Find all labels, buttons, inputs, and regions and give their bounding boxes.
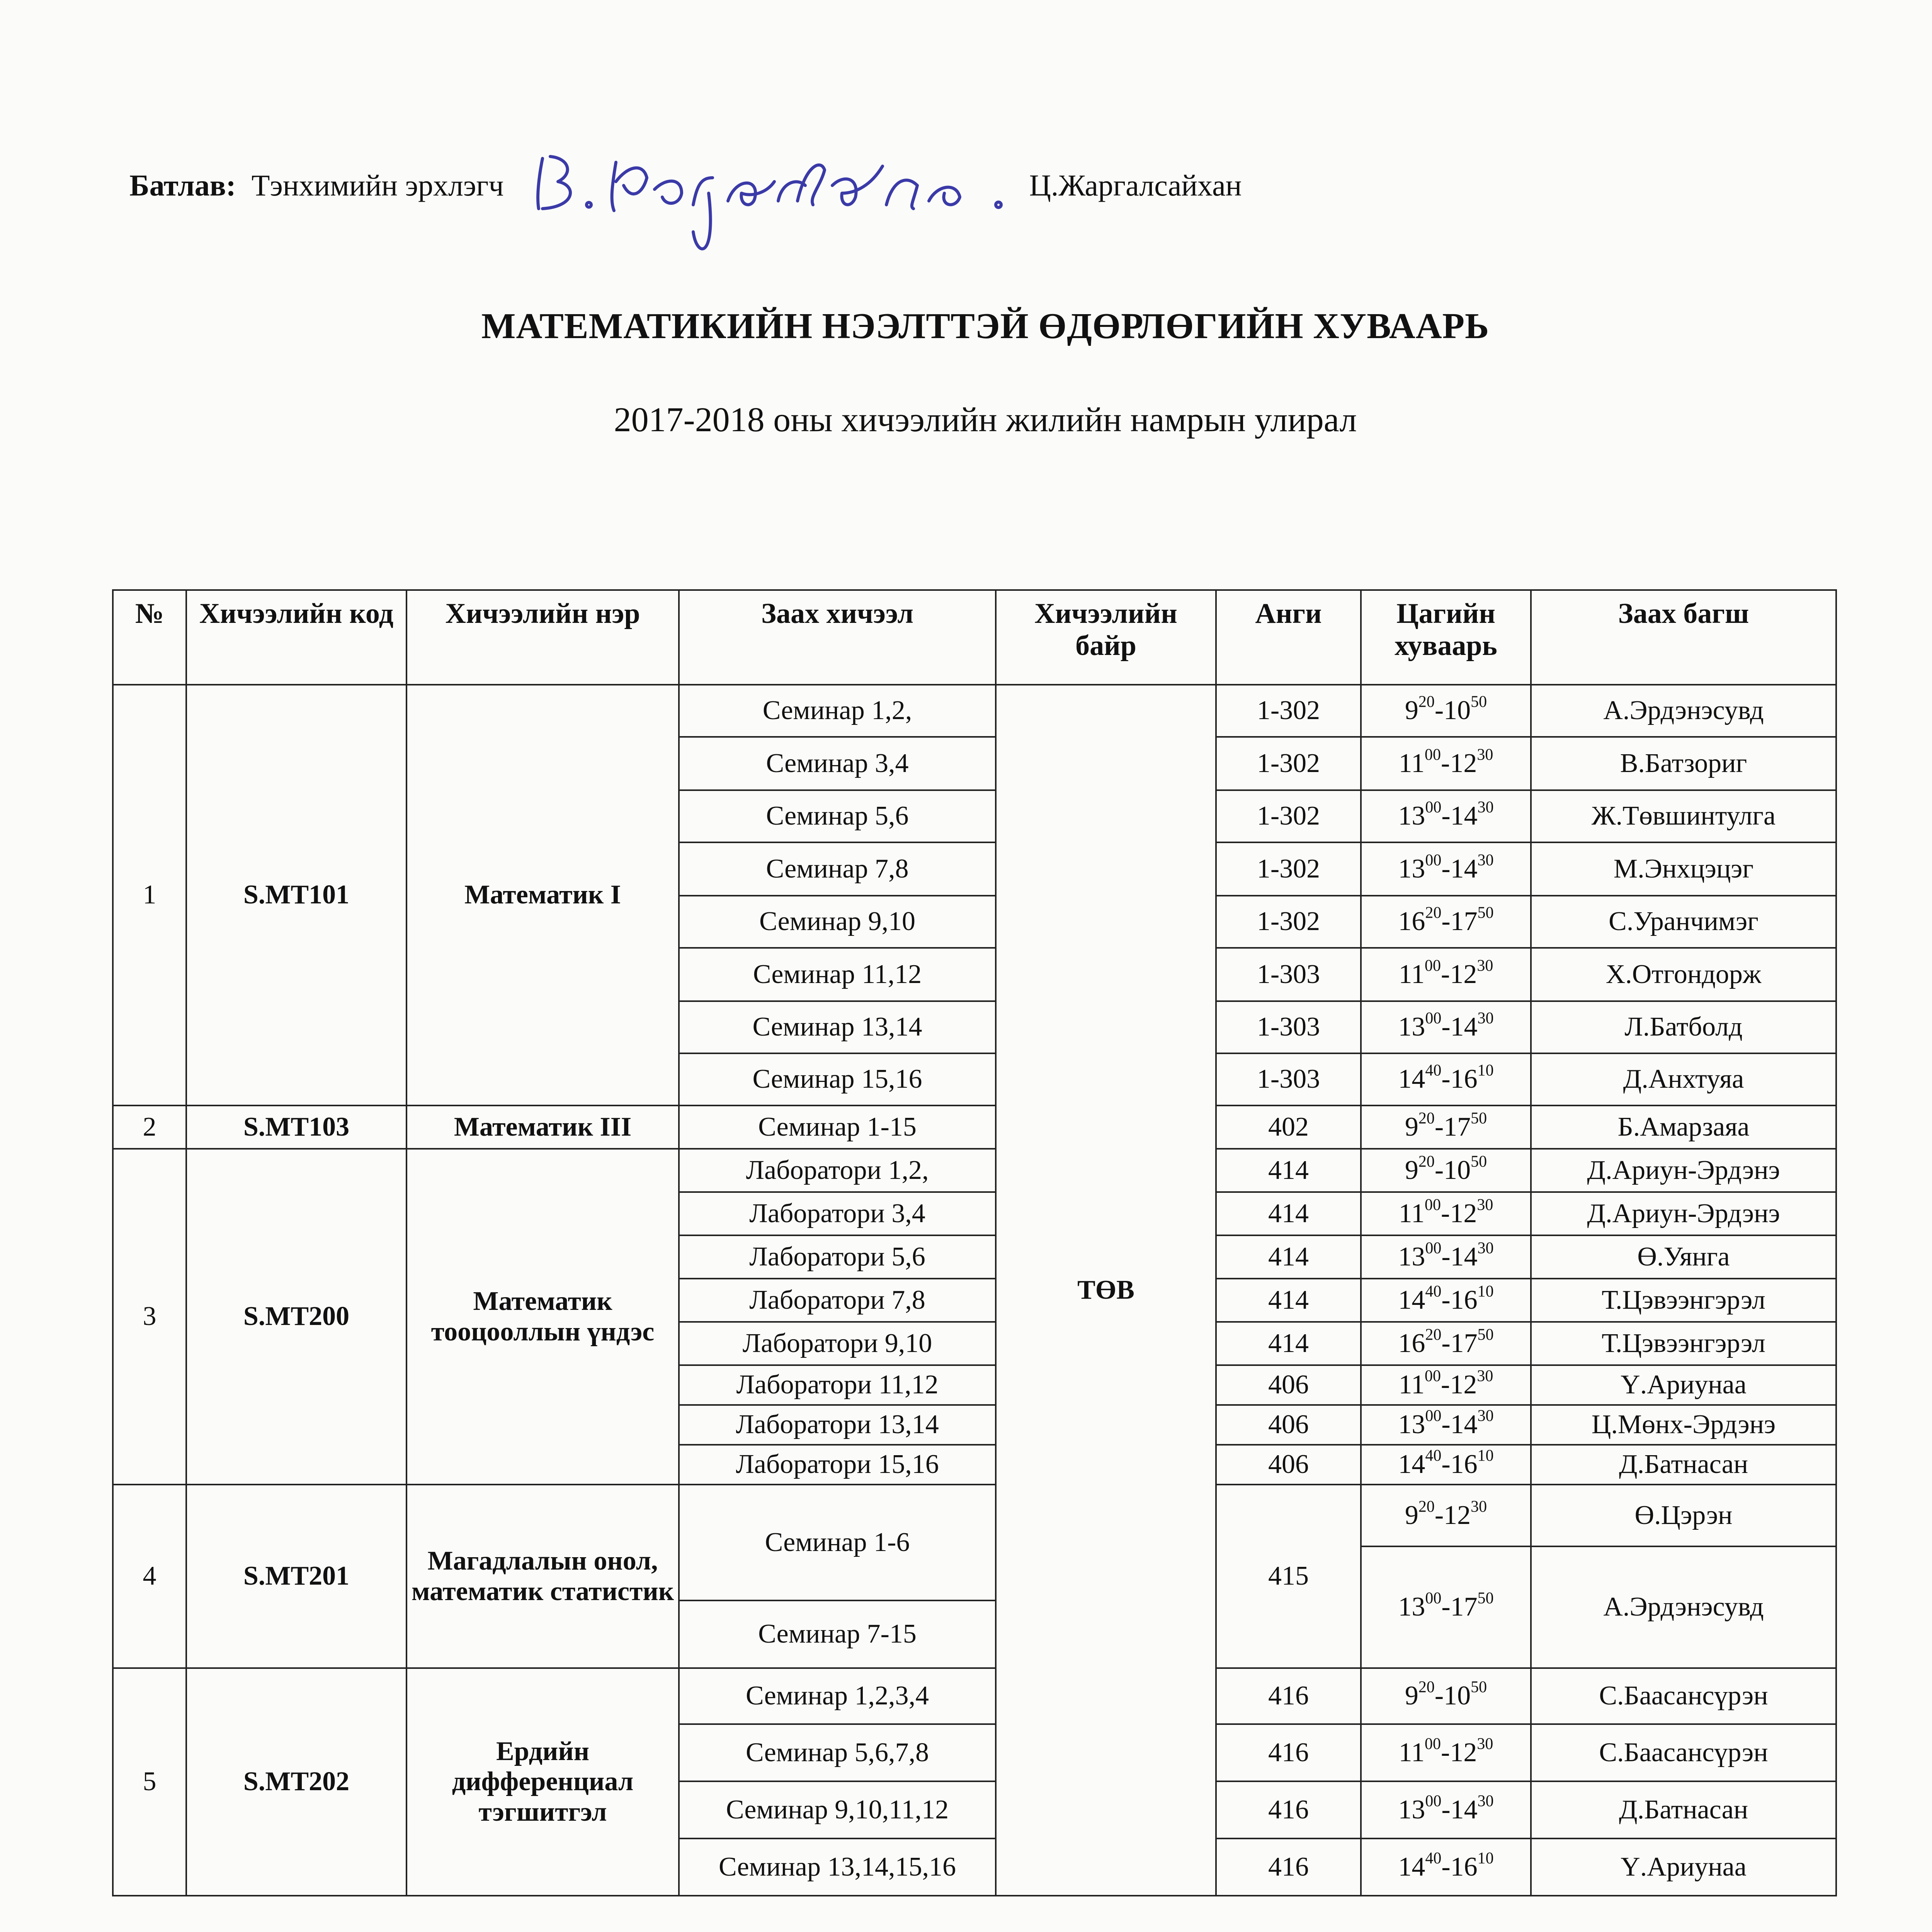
- table-row: [113, 1485, 1836, 1546]
- lesson-type: Семинар 7,8: [679, 842, 996, 896]
- teacher: Ү.Ариунаа: [1531, 1838, 1836, 1896]
- time-end-hour: 12: [1444, 1500, 1471, 1530]
- time-start-hour: 9: [1405, 696, 1418, 726]
- lesson-type: Семинар 1,2,3,4: [679, 1668, 996, 1724]
- time-end-hour: 14: [1450, 1794, 1478, 1825]
- time-end-hour: 16: [1450, 1064, 1478, 1094]
- time-end-min: 50: [1477, 904, 1494, 922]
- time-slot: $13^{00}-14^{30}$: [1361, 790, 1531, 842]
- time-end-min: 10: [1477, 1849, 1494, 1867]
- time-start-hour: 13: [1398, 854, 1425, 884]
- time-start-min: 00: [1425, 1196, 1441, 1214]
- time-start-hour: 9: [1405, 1500, 1418, 1530]
- time-end-hour: 14: [1450, 1242, 1478, 1272]
- time-start-hour: 11: [1398, 1198, 1425, 1228]
- time-end-hour: 12: [1450, 1370, 1477, 1400]
- teacher: Л.Батболд: [1531, 1001, 1836, 1053]
- time-start-hour: 13: [1398, 1592, 1425, 1622]
- course-name: Математик I: [406, 685, 679, 1105]
- approval-line: [129, 128, 1242, 243]
- time-slot: $9^{20}-10^{50}$: [1361, 685, 1531, 737]
- lesson-type: Семинар 9,10,11,12: [679, 1781, 996, 1838]
- time-slot: $13^{00}-14^{30}$: [1361, 842, 1531, 896]
- time-start-min: 00: [1425, 1589, 1442, 1607]
- time-slot: $9^{20}-12^{30}$: [1361, 1485, 1531, 1546]
- course-code: S.MT200: [186, 1149, 406, 1485]
- time-start-min: 00: [1425, 957, 1441, 975]
- teacher: С.Баасансүрэн: [1531, 1668, 1836, 1724]
- header-cell: Заах багш: [1531, 590, 1836, 685]
- room: 1-302: [1216, 842, 1361, 896]
- time-end-min: 50: [1471, 1153, 1487, 1171]
- lesson-type: Семинар 9,10: [679, 896, 996, 948]
- lesson-type: Семинар 13,14: [679, 1001, 996, 1053]
- lesson-type: Лаборатори 7,8: [679, 1279, 996, 1322]
- teacher: Т.Цэвээнгэрэл: [1531, 1322, 1836, 1365]
- lesson-type: Семинар 5,6,7,8: [679, 1724, 996, 1781]
- course-code: S.MT202: [186, 1668, 406, 1896]
- header-cell: Цагийн хуваарь: [1361, 590, 1531, 685]
- teacher: Ө.Уянга: [1531, 1235, 1836, 1279]
- time-start-min: 00: [1425, 1367, 1441, 1385]
- table-row: [113, 1149, 1836, 1192]
- time-start-hour: 14: [1398, 1852, 1425, 1882]
- time-end-min: 30: [1477, 746, 1493, 764]
- teacher: Ц.Мөнх-Эрдэнэ: [1531, 1405, 1836, 1445]
- time-start-hour: 11: [1398, 1737, 1425, 1767]
- time-start-hour: 13: [1398, 1242, 1425, 1272]
- time-end-hour: 17: [1450, 906, 1478, 937]
- time-end-hour: 16: [1450, 1449, 1478, 1480]
- lesson-type: Семинар 7-15: [679, 1600, 996, 1668]
- header-cell: №: [113, 590, 186, 685]
- time-end-min: 30: [1477, 1009, 1494, 1027]
- course-number: 5: [113, 1668, 186, 1896]
- teacher: Б.Амарзаяа: [1531, 1105, 1836, 1149]
- schedule-table: [112, 589, 1837, 1896]
- time-end-min: 50: [1471, 693, 1487, 711]
- course-number: 4: [113, 1485, 186, 1668]
- room: 1-303: [1216, 948, 1361, 1001]
- time-slot: $13^{00}-14^{30}$: [1361, 1235, 1531, 1279]
- time-start-hour: 11: [1398, 748, 1425, 778]
- room: 416: [1216, 1781, 1361, 1838]
- time-start-min: 40: [1425, 1282, 1442, 1301]
- time-slot: $13^{00}-14^{30}$: [1361, 1001, 1531, 1053]
- time-start-min: 20: [1418, 1109, 1435, 1128]
- table-row: [113, 1668, 1836, 1724]
- course-code: S.MT201: [186, 1485, 406, 1668]
- course-name: Математик III: [406, 1105, 679, 1149]
- teacher: С.Уранчимэг: [1531, 896, 1836, 948]
- time-slot: $16^{20}-17^{50}$: [1361, 896, 1531, 948]
- time-start-hour: 16: [1398, 906, 1425, 937]
- room: 416: [1216, 1838, 1361, 1896]
- room: 402: [1216, 1105, 1361, 1149]
- time-end-hour: 14: [1450, 1012, 1478, 1042]
- time-end-hour: 12: [1450, 1198, 1477, 1228]
- time-start-min: 20: [1418, 1153, 1435, 1171]
- time-slot: $13^{00}-17^{50}$: [1361, 1546, 1531, 1668]
- room: 1-302: [1216, 737, 1361, 790]
- room: 406: [1216, 1405, 1361, 1445]
- time-end-hour: 17: [1450, 1592, 1478, 1622]
- teacher: Д.Анхтуяа: [1531, 1053, 1836, 1105]
- time-end-hour: 12: [1450, 959, 1477, 989]
- time-start-hour: 9: [1405, 1155, 1418, 1185]
- time-start-hour: 13: [1398, 1794, 1425, 1825]
- time-end-hour: 12: [1450, 748, 1477, 778]
- time-slot: $14^{40}-16^{10}$: [1361, 1445, 1531, 1485]
- header-cell: Анги: [1216, 590, 1361, 685]
- time-slot: $11^{00}-12^{30}$: [1361, 1724, 1531, 1781]
- time-start-hour: 14: [1398, 1449, 1425, 1480]
- course-code: S.MT101: [186, 685, 406, 1105]
- time-end-min: 30: [1477, 957, 1493, 975]
- document-subtitle: 2017-2018 оны хичээлийн жилийн намрын улирал: [614, 401, 1357, 439]
- lesson-type: Лаборатори 3,4: [679, 1192, 996, 1235]
- time-slot: $11^{00}-12^{30}$: [1361, 1192, 1531, 1235]
- time-start-min: 40: [1425, 1061, 1442, 1080]
- teacher: Ж.Төвшинтулга: [1531, 790, 1836, 842]
- room: 414: [1216, 1192, 1361, 1235]
- time-end-hour: 14: [1450, 1410, 1478, 1440]
- time-start-min: 00: [1425, 1407, 1442, 1425]
- time-start-hour: 16: [1398, 1328, 1425, 1358]
- teacher: А.Эрдэнэсувд: [1531, 1546, 1836, 1668]
- teacher: С.Баасансүрэн: [1531, 1724, 1836, 1781]
- room: 1-302: [1216, 896, 1361, 948]
- header-cell: Заах хичээл: [679, 590, 996, 685]
- course-name: Ердийн дифференциал тэгшитгэл: [406, 1668, 679, 1896]
- lesson-type: Семинар 1-15: [679, 1105, 996, 1149]
- time-start-hour: 13: [1398, 801, 1425, 831]
- time-end-hour: 16: [1450, 1852, 1478, 1882]
- time-start-min: 40: [1425, 1447, 1442, 1465]
- time-start-hour: 9: [1405, 1681, 1418, 1711]
- header-cell: Хичээлийн код: [186, 590, 406, 685]
- teacher: В.Батзориг: [1531, 737, 1836, 790]
- teacher: Д.Батнасан: [1531, 1781, 1836, 1838]
- course-number: 1: [113, 685, 186, 1105]
- time-start-min: 00: [1425, 1735, 1441, 1753]
- time-end-min: 50: [1477, 1326, 1494, 1344]
- room: 1-303: [1216, 1001, 1361, 1053]
- time-end-hour: 10: [1444, 696, 1471, 726]
- time-end-hour: 16: [1450, 1285, 1478, 1315]
- lesson-type: Лаборатори 9,10: [679, 1322, 996, 1365]
- time-end-min: 10: [1477, 1061, 1494, 1080]
- time-end-min: 30: [1477, 851, 1494, 869]
- time-end-hour: 17: [1444, 1112, 1471, 1142]
- lesson-type: Семинар 1,2,: [679, 685, 996, 737]
- room: 414: [1216, 1279, 1361, 1322]
- time-slot: $13^{00}-14^{30}$: [1361, 1781, 1531, 1838]
- approval-position: Тэнхимийн эрхлэгч: [251, 168, 504, 202]
- room: 406: [1216, 1365, 1361, 1405]
- time-end-min: 30: [1477, 1735, 1493, 1753]
- table-row: [113, 685, 1836, 737]
- time-end-min: 30: [1477, 798, 1494, 816]
- document-title: МАТЕМАТИКИЙН НЭЭЛТТЭЙ ӨДӨРЛӨГИЙН ХУВААРЬ: [481, 306, 1490, 346]
- time-start-hour: 13: [1398, 1012, 1425, 1042]
- room: 415: [1216, 1485, 1361, 1668]
- time-start-hour: 13: [1398, 1410, 1425, 1440]
- teacher: Д.Ариун-Эрдэнэ: [1531, 1192, 1836, 1235]
- time-end-hour: 12: [1450, 1737, 1477, 1767]
- teacher: М.Энхцэцэг: [1531, 842, 1836, 896]
- time-start-min: 00: [1425, 1009, 1442, 1027]
- time-start-min: 00: [1425, 798, 1442, 816]
- room: 414: [1216, 1235, 1361, 1279]
- time-end-min: 30: [1477, 1196, 1493, 1214]
- lesson-type: Семинар 3,4: [679, 737, 996, 790]
- header-cell: Хичээлийн байр: [996, 590, 1216, 685]
- time-slot: $9^{20}-10^{50}$: [1361, 1668, 1531, 1724]
- time-end-min: 30: [1471, 1498, 1487, 1516]
- time-slot: $11^{00}-12^{30}$: [1361, 948, 1531, 1001]
- time-end-hour: 14: [1450, 801, 1478, 831]
- time-start-hour: 9: [1405, 1112, 1418, 1142]
- teacher: Д.Ариун-Эрдэнэ: [1531, 1149, 1836, 1192]
- signature-image: [527, 143, 1014, 259]
- room: 1-302: [1216, 685, 1361, 737]
- approval-label: Батлав:: [129, 168, 236, 202]
- time-slot: $9^{20}-10^{50}$: [1361, 1149, 1531, 1192]
- time-slot: $9^{20}-17^{50}$: [1361, 1105, 1531, 1149]
- room: 1-302: [1216, 790, 1361, 842]
- lesson-type: Лаборатори 1,2,: [679, 1149, 996, 1192]
- time-end-min: 50: [1477, 1589, 1494, 1607]
- room: 406: [1216, 1445, 1361, 1485]
- time-end-min: 30: [1477, 1367, 1493, 1385]
- time-end-min: 10: [1477, 1282, 1494, 1301]
- time-start-hour: 14: [1398, 1064, 1425, 1094]
- time-end-hour: 10: [1444, 1681, 1471, 1711]
- time-start-min: 40: [1425, 1849, 1442, 1867]
- time-start-min: 00: [1425, 851, 1442, 869]
- table-row: [113, 1105, 1836, 1149]
- teacher: Ү.Ариунаа: [1531, 1365, 1836, 1405]
- lesson-type: Семинар 5,6: [679, 790, 996, 842]
- teacher: Д.Батнасан: [1531, 1445, 1836, 1485]
- course-number: 3: [113, 1149, 186, 1485]
- time-end-min: 50: [1471, 1109, 1487, 1128]
- time-end-min: 30: [1477, 1792, 1494, 1810]
- time-slot: $14^{40}-16^{10}$: [1361, 1279, 1531, 1322]
- room: 414: [1216, 1322, 1361, 1365]
- room: 1-303: [1216, 1053, 1361, 1105]
- course-number: 2: [113, 1105, 186, 1149]
- teacher: Х.Отгондорж: [1531, 948, 1836, 1001]
- time-slot: $13^{00}-14^{30}$: [1361, 1405, 1531, 1445]
- time-start-min: 00: [1425, 1792, 1442, 1810]
- lesson-type: Лаборатори 13,14: [679, 1405, 996, 1445]
- lesson-type: Семинар 13,14,15,16: [679, 1838, 996, 1896]
- time-start-hour: 11: [1398, 959, 1425, 989]
- time-end-min: 50: [1471, 1678, 1487, 1696]
- time-end-min: 10: [1477, 1447, 1494, 1465]
- time-end-hour: 17: [1450, 1328, 1478, 1358]
- time-start-hour: 11: [1398, 1370, 1425, 1400]
- time-slot: $14^{40}-16^{10}$: [1361, 1838, 1531, 1896]
- time-start-min: 20: [1418, 1498, 1435, 1516]
- table-header-row: [113, 590, 1836, 685]
- course-code: S.MT103: [186, 1105, 406, 1149]
- approver-name: Ц.Жаргалсайхан: [1029, 168, 1242, 202]
- room: 416: [1216, 1668, 1361, 1724]
- time-slot: $11^{00}-12^{30}$: [1361, 737, 1531, 790]
- time-start-hour: 14: [1398, 1285, 1425, 1315]
- lesson-type: Лаборатори 11,12: [679, 1365, 996, 1405]
- time-start-min: 00: [1425, 746, 1441, 764]
- time-start-min: 20: [1425, 904, 1442, 922]
- time-end-min: 30: [1477, 1407, 1494, 1425]
- time-end-hour: 10: [1444, 1155, 1471, 1185]
- time-start-min: 00: [1425, 1239, 1442, 1257]
- time-start-min: 20: [1418, 1678, 1435, 1696]
- time-slot: $14^{40}-16^{10}$: [1361, 1053, 1531, 1105]
- time-end-hour: 14: [1450, 854, 1478, 884]
- building: ТӨВ: [996, 685, 1216, 1896]
- course-name: Математик тооцооллын үндэс: [406, 1149, 679, 1485]
- teacher: Т.Цэвээнгэрэл: [1531, 1279, 1836, 1322]
- time-end-min: 30: [1477, 1239, 1494, 1257]
- lesson-type: Лаборатори 15,16: [679, 1445, 996, 1485]
- header-cell: Хичээлийн нэр: [406, 590, 679, 685]
- time-start-min: 20: [1418, 693, 1435, 711]
- teacher: А.Эрдэнэсувд: [1531, 685, 1836, 737]
- lesson-type: Лаборатори 5,6: [679, 1235, 996, 1279]
- time-start-min: 20: [1425, 1326, 1442, 1344]
- room: 416: [1216, 1724, 1361, 1781]
- room: 414: [1216, 1149, 1361, 1192]
- time-slot: $11^{00}-12^{30}$: [1361, 1365, 1531, 1405]
- course-name: Магадлалын онол, математик статистик: [406, 1485, 679, 1668]
- lesson-type: Семинар 1-6: [679, 1485, 996, 1600]
- teacher: Ө.Цэрэн: [1531, 1485, 1836, 1546]
- time-slot: $16^{20}-17^{50}$: [1361, 1322, 1531, 1365]
- lesson-type: Семинар 11,12: [679, 948, 996, 1001]
- lesson-type: Семинар 15,16: [679, 1053, 996, 1105]
